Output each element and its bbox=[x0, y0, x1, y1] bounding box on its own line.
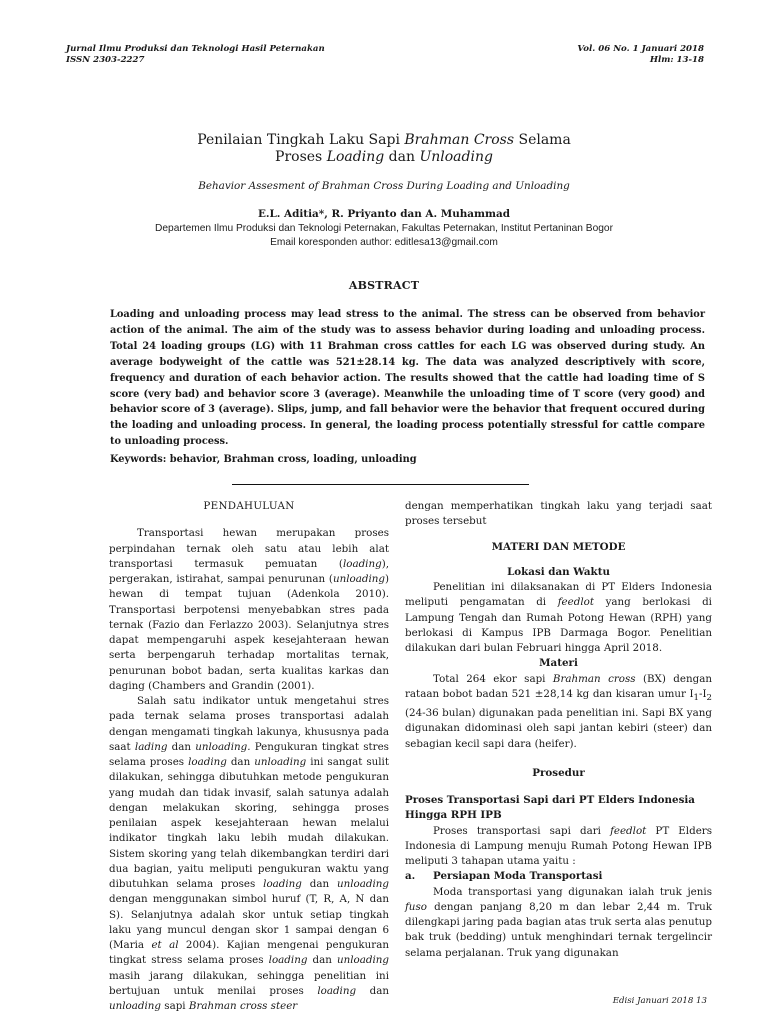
paragraph: Proses transportasi sapi dari feedlot PT Elders Indonesia di Lampung menuju Rumah Potong Hewan IPB meliputi 3 tahapan utama yaitu : bbox=[405, 824, 712, 868]
paragraph: Transportasi hewan merupakan proses perpindahan ternak oleh satu atau lebih alat transportasi termasuk pemuatan (loading), pergerakan, istirahat, sampai penurunan (unloading) hewan di tempat tujuan (Adenkola 2010). Transportasi berpotensi menyebabkan stres pada ternak (Fazio dan Ferlazzo 2003). Selanjutnya stres dapat mempengaruhi aspek kesejahteraan hewan serta berpengaruh terhadap mortalitas ternak, penurunan bobot badan, serta kualitas karkas dan daging (Chambers and Grandin (2001). bbox=[109, 527, 389, 692]
left-column bbox=[109, 499, 389, 1014]
title-italic: Brahman Cross bbox=[404, 132, 515, 148]
volume-info: Vol. 06 No. 1 Januari 2018 bbox=[577, 44, 704, 54]
title-text: Selama bbox=[514, 132, 571, 148]
paragraph: Moda transportasi yang digunakan ialah truk jenis fuso dengan panjang 8,20 m dan lebar 2,44 m. Truk dilengkapi jaring pada bagian atas truk serta alas penutup bak truk (bedding) untuk menghindari ternak tergelincir selama perjalanan. Truk yang digunakan bbox=[405, 885, 712, 959]
email: Email koresponden author: editlesa13@gmail.com bbox=[270, 236, 498, 248]
title-italic: Loading bbox=[326, 149, 385, 165]
list-title: Persiapan Moda Transportasi bbox=[433, 870, 603, 883]
divider-rule bbox=[232, 484, 529, 485]
page-range: Hlm: 13-18 bbox=[649, 55, 704, 65]
title-text: Proses bbox=[275, 149, 327, 165]
abstract-text: Loading and unloading process may lead stress to the animal. The stress can be observed from behavior action of the animal. The aim of the study was to assess behavior during loading and unloading process. Total 24 loading groups (LG) with 11 Brahman cross cattles for each LG was observed during study. An average bodyweight of the cattle was 521±28.14 kg. The data was analyzed descriptively with score, frequency and duration of each behavior action. The results showed that the cattle had loading time of S score (very bad) and behavior score 3 (average). Meanwhile the unloading time of T score (very good) and behavior score of 3 (average). Slips, jump, and fall behavior were the behavior that frequent occured during the loading and unloading process. In general, the loading process potentially stressful for cattle compare to unloading process. bbox=[110, 309, 705, 448]
journal-name: Jurnal Ilmu Produksi dan Teknologi Hasil Peternakan bbox=[66, 44, 325, 54]
section-heading-materi: MATERI DAN METODE bbox=[491, 540, 626, 553]
volume-header bbox=[577, 44, 704, 66]
abstract-heading: ABSTRACT bbox=[348, 279, 420, 292]
affiliation-block bbox=[0, 222, 768, 249]
paragraph-continuation: dengan memperhatikan tingkah laku yang terjadi saat proses tersebut bbox=[405, 500, 712, 528]
subheading-materi: Materi bbox=[539, 657, 578, 670]
subheading-prosedur: Prosedur bbox=[532, 766, 585, 779]
list-letter: a. bbox=[405, 870, 416, 883]
subheading-transport: Proses Transportasi Sapi dari PT Elders Indonesia Hingga RPH IPB bbox=[405, 794, 695, 822]
section-heading-pendahuluan: PENDAHULUAN bbox=[203, 500, 295, 512]
title-italic: Unloading bbox=[419, 149, 493, 165]
list-item bbox=[405, 869, 712, 884]
authors: E.L. Aditia*, R. Priyanto dan A. Muhammad bbox=[257, 208, 511, 220]
issn: ISSN 2303-2227 bbox=[66, 55, 145, 65]
paragraph: Total 264 ekor sapi Brahman cross (BX) dengan rataan bobot badan 521 ±28,14 kg dan kisaran umur $I_1-I_2$ (24-36 bulan) digunakan pada penelitian ini. Sapi BX yang digunakan didominasi oleh sapi jantan kebiri (steer) dan sebagian kecil sapi dara (heifer). bbox=[405, 672, 712, 750]
subheading-lokasi: Lokasi dan Waktu bbox=[507, 565, 610, 578]
paragraph: Salah satu indikator untuk mengetahui stres pada ternak selama proses transportasi adalah dengan mengamati tingkah lakunya, khususnya pada saat lading dan unloading. Pengukuran tingkat stres selama proses loading dan unloading ini sangat sulit dilakukan, sehingga dibutuhkan metode pengukuran yang mudah dan tidak invasif, salah satunya adalah dengan melakukan skoring, sehingga proses penilaian aspek kesejahteraan hewan melalui indikator tingkah laku lebih mudah dilakukan. Sistem skoring yang telah dikembangkan terdiri dari dua bagian, yaitu meliputi pengukuran waktu yang dibutuhkan selama proses loading dan unloading dengan menggunakan simbol huruf (T, R, A, N dan S). Selanjutnya adalah skor untuk setiap tingkah laku yang muncul dengan skor 1 sampai dengan 6 (Maria et al 2004). Kajian mengenai pengukuran tingkat stress selama proses loading dan unloading masih jarang dilakukan, sehingga penelitian ini bertujuan untuk menilai proses loading dan unloading sapi Brahman cross steer bbox=[109, 695, 390, 1012]
affiliation: Departemen Ilmu Produksi dan Teknologi Peternakan, Fakultas Peternakan, Institut Pertaninan Bogor bbox=[155, 223, 613, 234]
keywords: Keywords: behavior, Brahman cross, loading, unloading bbox=[110, 454, 417, 465]
right-column bbox=[405, 499, 712, 961]
english-title: Behavior Assesment of Brahman Cross During Loading and Unloading bbox=[198, 180, 570, 192]
paper-title bbox=[0, 132, 768, 166]
paragraph: Penelitian ini dilaksanakan di PT Elders Indonesia meliputi pengamatan di feedlot yang berlokasi di Lampung Tengah dan Rumah Potong Hewan (RPH) yang berlokasi di Kampus IPB Darmaga Bogor. Penelitian dilakukan dari bulan Februari hingga April 2018. bbox=[405, 581, 712, 654]
title-text: Penilaian Tingkah Laku Sapi bbox=[197, 132, 405, 148]
title-text: dan bbox=[384, 149, 420, 165]
journal-header bbox=[66, 44, 325, 66]
page-footer: Edisi Januari 2018 13 bbox=[612, 996, 707, 1006]
